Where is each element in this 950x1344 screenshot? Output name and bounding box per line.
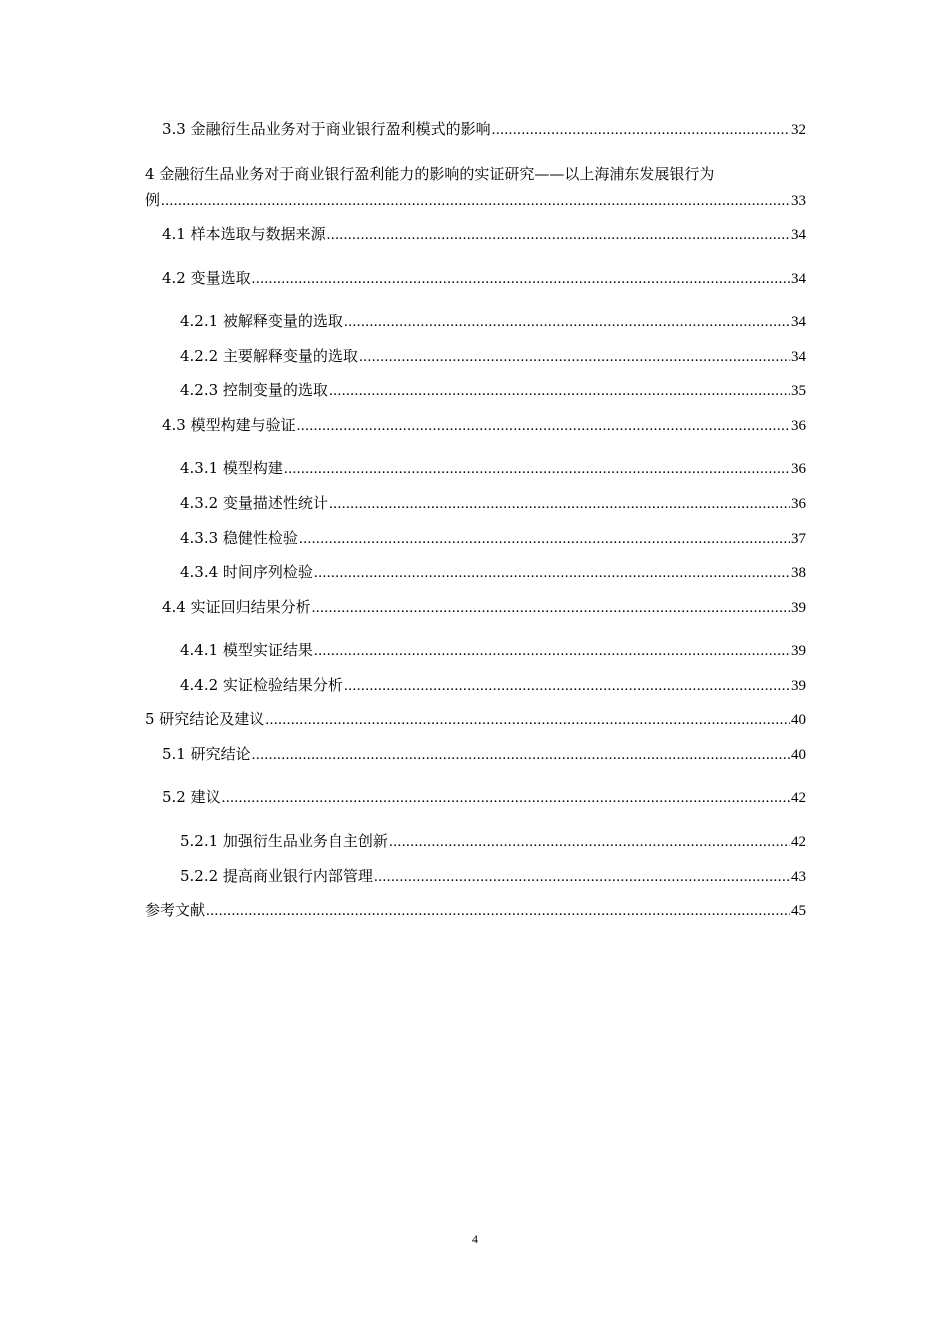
toc-entry-page: 39 — [791, 678, 806, 694]
toc-entry-title: 4.2 变量选取 — [162, 269, 251, 287]
toc-entry-4-3[interactable] — [162, 415, 806, 436]
toc-entry-5-2-1[interactable] — [180, 831, 806, 852]
toc-entry-4-2[interactable] — [162, 268, 806, 289]
dot-leader — [252, 269, 790, 289]
dot-leader — [284, 459, 790, 479]
toc-entry-4-2-2[interactable] — [180, 346, 806, 367]
toc-entry-4-line1[interactable] — [145, 164, 806, 184]
toc-entry-page: 42 — [791, 834, 806, 850]
toc-entry-title: 4.3.4 时间序列检验 — [180, 563, 313, 581]
toc-entry-4-4[interactable] — [162, 597, 806, 618]
dot-leader — [359, 347, 790, 367]
toc-entry-4-3-4[interactable] — [180, 562, 806, 583]
toc-entry-4-3-1[interactable] — [180, 458, 806, 479]
toc-entry-title: 4.2.2 主要解释变量的选取 — [180, 347, 358, 365]
toc-entry-title: 5.2.2 提高商业银行内部管理 — [180, 867, 373, 885]
toc-entry-title: 参考文献 — [145, 901, 206, 919]
toc-entry-page: 39 — [791, 643, 806, 659]
toc-entry-4-3-3[interactable] — [180, 528, 806, 549]
toc-entry-5-2-2[interactable] — [180, 866, 806, 887]
dot-leader — [314, 563, 790, 583]
dot-leader — [329, 494, 790, 514]
dot-leader — [492, 120, 790, 140]
toc-entry-title: 4.2.1 被解释变量的选取 — [180, 312, 343, 330]
dot-leader — [374, 867, 790, 887]
toc-entry-page: 34 — [791, 349, 806, 365]
dot-leader — [312, 598, 790, 618]
toc-entry-4-4-1[interactable] — [180, 640, 806, 661]
toc-entry-5-1[interactable] — [162, 744, 806, 765]
toc-entry-4-3-2[interactable] — [180, 493, 806, 514]
toc-entry-5-2[interactable] — [162, 787, 806, 808]
toc-entry-title: 4.4.1 模型实证结果 — [180, 641, 313, 659]
toc-entry-page: 45 — [791, 903, 806, 919]
toc-entry-4-1[interactable] — [162, 224, 806, 245]
toc-entry-page: 34 — [791, 271, 806, 287]
toc-entry-4-4-2[interactable] — [180, 675, 806, 696]
toc-entry-title: 4.4.2 实证检验结果分析 — [180, 676, 343, 694]
dot-leader — [297, 416, 790, 436]
dot-leader — [222, 788, 790, 808]
toc-entry-title: 5.2.1 加强衍生品业务自主创新 — [180, 832, 388, 850]
toc-entry-title: 4.3 模型构建与验证 — [162, 416, 296, 434]
toc-entry-title: 4.3.2 变量描述性统计 — [180, 494, 328, 512]
toc-entry-title-continued: 例 — [145, 191, 161, 209]
toc-entry-page: 40 — [791, 747, 806, 763]
toc-entry-page: 36 — [791, 461, 806, 477]
toc-entry-page: 43 — [791, 869, 806, 885]
toc-entry-5[interactable] — [145, 709, 806, 730]
page-number: 4 — [472, 1232, 478, 1246]
toc-entry-3-3[interactable] — [162, 119, 806, 140]
dot-leader — [389, 832, 790, 852]
toc-entry-page: 38 — [791, 565, 806, 581]
dot-leader — [329, 381, 790, 401]
dot-leader — [344, 312, 790, 332]
dot-leader — [206, 901, 790, 921]
toc-entry-page: 39 — [791, 600, 806, 616]
toc-entry-title: 4.1 样本选取与数据来源 — [162, 225, 326, 243]
dot-leader — [161, 191, 790, 211]
toc-entry-4[interactable] — [145, 190, 806, 211]
toc-entry-title: 4.4 实证回归结果分析 — [162, 598, 311, 616]
toc-entry-title: 5.2 建议 — [162, 788, 221, 806]
dot-leader — [265, 710, 790, 730]
toc-entry-title: 4 金融衍生品业务对于商业银行盈利能力的影响的实证研究——以上海浦东发展银行为 — [145, 165, 715, 183]
dot-leader — [344, 676, 790, 696]
toc-entry-page: 42 — [791, 790, 806, 806]
dot-leader — [314, 641, 790, 661]
toc-entry-page: 35 — [791, 383, 806, 399]
toc-entry-title: 4.3.1 模型构建 — [180, 459, 283, 477]
toc-entry-page: 34 — [791, 314, 806, 330]
toc-entry-4-2-3[interactable] — [180, 380, 806, 401]
toc-entry-references[interactable] — [145, 900, 806, 921]
dot-leader — [327, 225, 790, 245]
toc-entry-4-2-1[interactable] — [180, 311, 806, 332]
toc-entry-title: 5 研究结论及建议 — [145, 710, 265, 728]
toc-entry-page: 36 — [791, 496, 806, 512]
toc-entry-page: 33 — [791, 193, 806, 209]
dot-leader — [252, 745, 790, 765]
toc-entry-title: 4.3.3 稳健性检验 — [180, 529, 298, 547]
toc-entry-title: 5.1 研究结论 — [162, 745, 251, 763]
dot-leader — [299, 529, 790, 549]
toc-entry-page: 40 — [791, 712, 806, 728]
toc-entry-title: 4.2.3 控制变量的选取 — [180, 381, 328, 399]
toc-entry-page: 37 — [791, 531, 806, 547]
toc-entry-page: 34 — [791, 227, 806, 243]
toc-entry-page: 36 — [791, 418, 806, 434]
toc-entry-page: 32 — [791, 122, 806, 138]
toc-entry-title: 3.3 金融衍生品业务对于商业银行盈利模式的影响 — [162, 120, 491, 138]
